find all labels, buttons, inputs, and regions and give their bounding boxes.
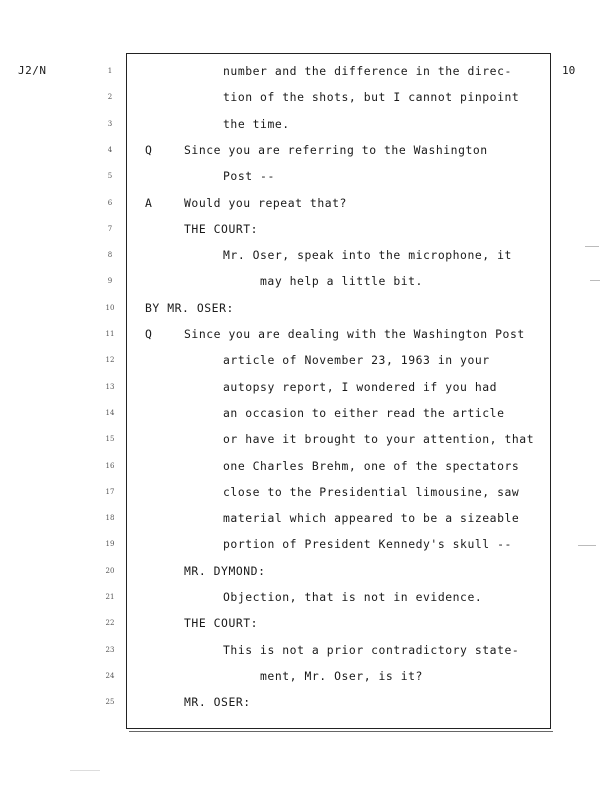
transcript-line-text: MR. OSER: bbox=[184, 695, 251, 710]
line-number: 2 bbox=[107, 93, 113, 102]
transcript-line-text: Would you repeat that? bbox=[184, 195, 347, 210]
transcript-line-text: A bbox=[145, 195, 153, 210]
transcript-line-text: autopsy report, I wondered if you had bbox=[223, 379, 498, 394]
transcript-line-text: MR. DYMOND: bbox=[184, 563, 266, 578]
line-number: 23 bbox=[105, 645, 115, 654]
line-number: 22 bbox=[105, 619, 115, 628]
transcript-line-text: article of November 23, 1963 in your bbox=[223, 353, 490, 368]
transcript-line-text: BY MR. OSER: bbox=[145, 300, 234, 315]
transcript-line-text: portion of President Kennedy's skull -- bbox=[223, 537, 512, 552]
line-number: 20 bbox=[105, 566, 115, 575]
frame-shadow-line bbox=[129, 731, 553, 732]
line-number: 21 bbox=[105, 593, 115, 601]
line-number: 4 bbox=[107, 145, 113, 154]
transcript-line-text: material which appeared to be a sizeable bbox=[223, 511, 520, 526]
line-number: 19 bbox=[105, 540, 115, 549]
transcript-line-text: an occasion to either read the article bbox=[223, 405, 505, 420]
transcript-line-text: Q bbox=[145, 327, 153, 341]
line-number: 25 bbox=[105, 698, 115, 707]
page-number: 10 bbox=[562, 64, 576, 77]
transcript-line-text: This is not a prior contradictory state- bbox=[223, 642, 520, 657]
line-number: 15 bbox=[105, 435, 115, 444]
transcript-line-text: tion of the shots, but I cannot pinpoint bbox=[223, 90, 520, 105]
transcript-line-text: Since you are dealing with the Washington Post bbox=[184, 327, 525, 341]
line-number: 7 bbox=[107, 224, 113, 233]
line-number: 12 bbox=[105, 356, 115, 365]
line-number: 13 bbox=[105, 382, 115, 391]
scan-speck bbox=[590, 280, 600, 281]
transcript-line-text: one Charles Brehm, one of the spectators bbox=[223, 458, 520, 473]
line-number: 10 bbox=[105, 303, 115, 312]
scan-speck bbox=[70, 770, 100, 771]
line-number: 8 bbox=[107, 251, 113, 260]
transcript-line-text: number and the difference in the direc- bbox=[223, 64, 512, 78]
transcript-line-text: THE COURT: bbox=[184, 616, 259, 631]
transcript-line-text: ment, Mr. Oser, is it? bbox=[260, 668, 423, 683]
transcript-line-text: close to the Presidential limousine, saw bbox=[223, 484, 520, 499]
transcript-line-text: the time. bbox=[223, 116, 290, 131]
line-number: 1 bbox=[107, 67, 113, 75]
line-number: 5 bbox=[107, 172, 113, 181]
line-number: 24 bbox=[105, 671, 115, 680]
transcript-line-text: THE COURT: bbox=[184, 221, 259, 236]
transcript-line-text: Q bbox=[145, 142, 153, 157]
line-number: 11 bbox=[105, 330, 115, 338]
page-code: J2/N bbox=[18, 64, 47, 77]
line-number: 18 bbox=[105, 514, 115, 523]
line-number: 16 bbox=[105, 461, 115, 470]
line-number: 14 bbox=[105, 408, 115, 417]
transcript-line-text: Mr. Oser, speak into the microphone, it bbox=[223, 248, 512, 263]
transcript-line-text: or have it brought to your attention, that bbox=[223, 432, 535, 447]
line-number: 6 bbox=[107, 198, 113, 207]
line-number: 17 bbox=[105, 487, 115, 496]
line-number: 9 bbox=[107, 277, 113, 286]
transcript-line-text: Post -- bbox=[223, 169, 275, 184]
transcript-line-text: Since you are referring to the Washington bbox=[184, 142, 488, 157]
scan-speck bbox=[585, 246, 599, 247]
scan-speck bbox=[578, 545, 596, 546]
line-number: 3 bbox=[107, 119, 113, 128]
transcript-line-text: Objection, that is not in evidence. bbox=[223, 590, 483, 604]
transcript-line-text: may help a little bit. bbox=[260, 274, 423, 289]
